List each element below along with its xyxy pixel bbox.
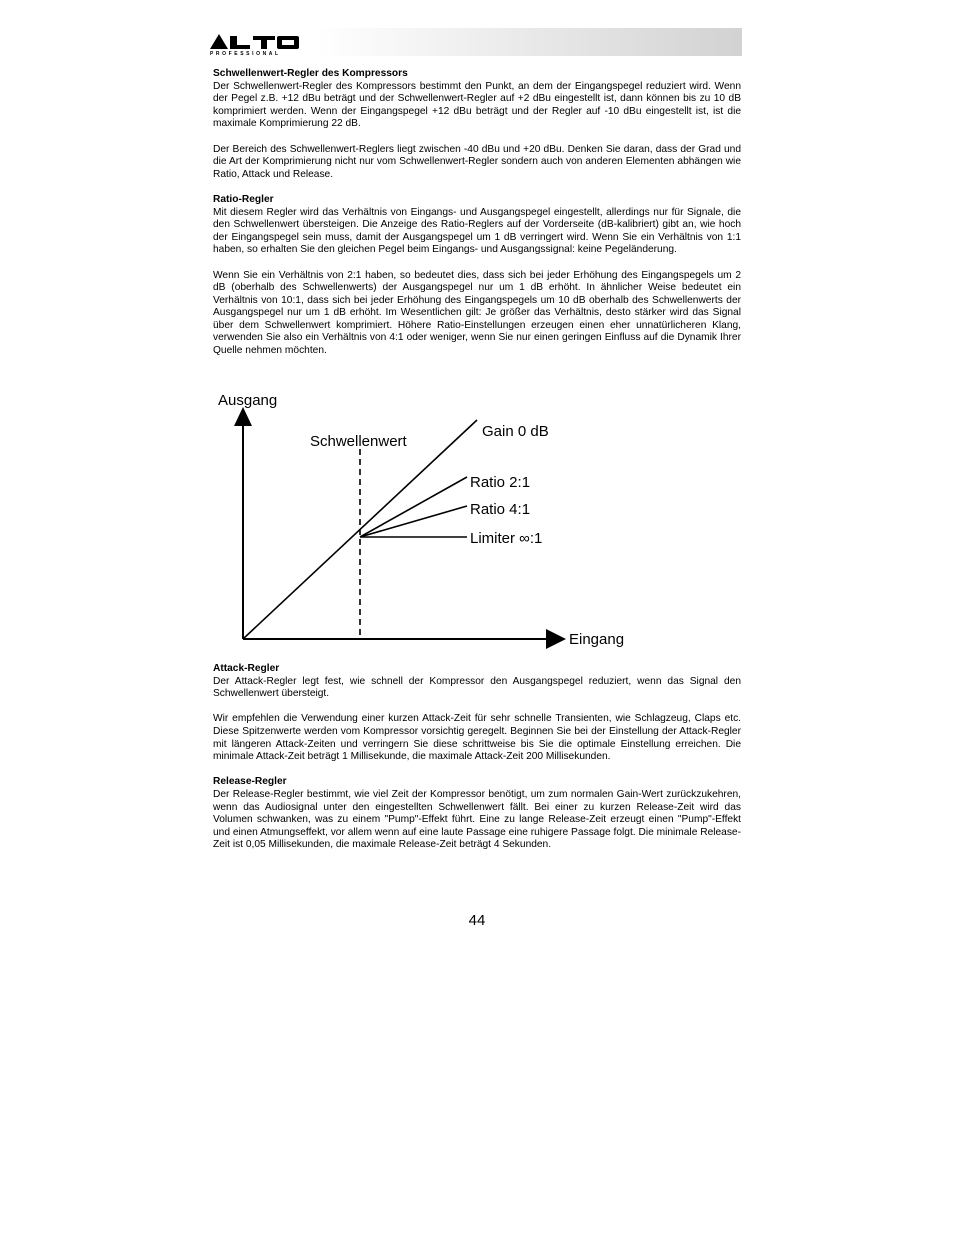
paragraph: Der Release-Regler bestimmt, wie viel Zeit der Kompressor benötigt, um zum normalen Gain-Wert zurückzukehren, wenn das Audiosignal unter den eingestellten Schwellenwert fällt. Bei einer zu kurzen Release-Zeit wird das Volumen schwanken, was zu einem "Pump"-Effekt führt. Eine zu lange Release-Zeit erzeugt einen "Pump"-Effekt und einen Atmungseffekt, vor allem wenn auf eine laute Passage eine ruhigere Passage folgt. Die minimale Release-Zeit ist 0,05 Millisekunden, die maximale Release-Zeit beträgt 4 Sekunden. xyxy=(213,788,741,851)
x-axis-arrow xyxy=(546,629,566,649)
ratio-2-1-line xyxy=(360,477,467,537)
section-threshold xyxy=(213,68,741,181)
ratio-4-1-label: Ratio 4:1 xyxy=(470,501,531,518)
section-heading: Release-Regler xyxy=(213,776,287,788)
section-release xyxy=(213,776,741,852)
paragraph: Mit diesem Regler wird das Verhältnis von Eingangs- und Ausgangspegel eingestellt, allerdings nur für Signale, die den Schwellenwert übersteigen. Die Anzeige des Ratio-Reglers auf der Vorderseite (dB-kalibriert) gibt an, wie hoch der Eingangspegel sein muss, damit der Ausgangspegel um 1 dB verringert wird. Wenn Sie ein Verhältnis von 1:1 haben, so erhalten Sie den gleichen Pegel beim Eingangs- und Ausgangssignal: keine Pegeländerung. xyxy=(213,206,741,256)
alto-logo xyxy=(210,32,300,56)
y-axis-label: Ausgang xyxy=(218,392,278,409)
threshold-label: Schwellenwert xyxy=(310,433,407,450)
x-axis-label: Eingang xyxy=(569,631,625,648)
section-heading: Schwellenwert-Regler des Kompressors xyxy=(213,68,408,79)
ratio-4-1-line xyxy=(360,506,467,537)
paragraph: Der Bereich des Schwellenwert-Reglers liegt zwischen -40 dBu und +20 dBu. Denken Sie daran, dass der Grad und die Art der Komprimierung nicht nur vom Schwellenwert-Regler sondern auch von anderen Elementen abhängen wie Ratio, Attack und Release. xyxy=(213,143,741,180)
paragraph: Der Schwellenwert-Regler des Kompressors bestimmt den Punkt, an dem der Eingangspegel reduziert wird. Wenn der Pegel z.B. +12 dBu beträgt und der Schwellenwert-Regler auf +2 dBu eingestellt ist, dann können bis zu 10 dB komprimiert werden. Wenn der Eingangspegel +12 dBu beträgt und der Regler auf -10 dBu eingestellt ist, ist die maximale Komprimierung 22 dB. xyxy=(213,80,741,130)
ratio-2-1-label: Ratio 2:1 xyxy=(470,474,531,491)
compression-diagram xyxy=(205,385,645,660)
paragraph: Wir empfehlen die Verwendung einer kurzen Attack-Zeit für sehr schnelle Transienten, wie Schlagzeug, Claps etc. Diese Spitzenwerte werden vom Kompressor vorsichtig geregelt. Beginnen Sie bei der Einstellung der Attack-Regler mit längeren Attack-Zeiten und verringern Sie diese schrittweise bis Sie die optimale Einstellung erreichen. Die minimale Attack-Zeit beträgt 1 Millisekunde, die maximale Attack-Zeit 200 Millisekunden. xyxy=(213,713,741,763)
paragraph: Wenn Sie ein Verhältnis von 2:1 haben, so bedeutet dies, dass sich bei jeder Erhöhung des Eingangspegels um 2 dB (oberhalb des Schwellenwerts) der Ausgangspegel nur um 1 dB erhöht. In ähnlicher Weise bedeutet ein Verhältnis von 10:1, dass sich bei jeder Erhöhung des Eingangspegels um 10 dB oberhalb des Schwellenwerts der Ausgangspegel nur um 1 dB erhöht. Im Wesentlichen gilt: Je größer das Verhältnis, desto stärker wird das Signal über dem Schwellenwert komprimiert. Höhere Ratio-Einstellungen erzeugen einen eher unnatürlicheren Klang, verwenden Sie also ein Verhältnis von 4:1 oder weniger, wenn Sie nur einen geringen Einfluss auf die Dynamik Ihrer Quelle nehmen möchten. xyxy=(213,269,741,357)
section-heading: Attack-Regler xyxy=(213,663,280,674)
paragraph: Der Attack-Regler legt fest, wie schnell der Kompressor den Ausgangspegel reduziert, wenn das Signal den Schwellenwert übersteigt. xyxy=(213,675,741,700)
limiter-label: Limiter ∞:1 xyxy=(470,530,543,547)
page-number: 44 xyxy=(468,912,486,929)
main-content xyxy=(213,68,741,370)
logo-subtitle: PROFESSIONAL xyxy=(210,51,281,56)
gain-label: Gain 0 dB xyxy=(482,423,549,440)
section-attack xyxy=(213,663,741,764)
section-heading: Ratio-Regler xyxy=(213,193,274,205)
y-axis-arrow xyxy=(234,407,252,426)
secondary-content xyxy=(213,663,741,865)
section-ratio xyxy=(213,194,741,358)
